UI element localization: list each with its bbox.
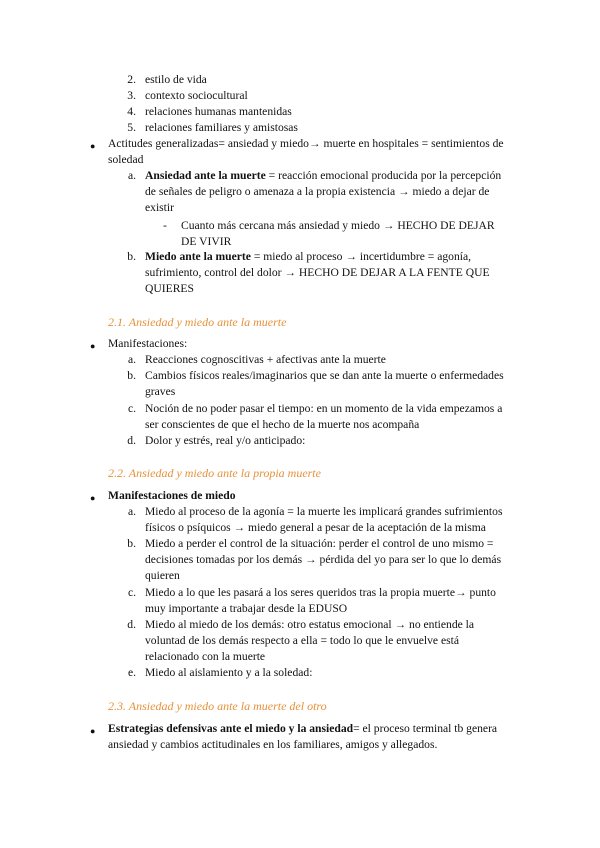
list-item-cont: muy importante a trabajar desde la EDUSO: [145, 602, 348, 615]
list-item: relaciones familiares y amistosas: [145, 121, 298, 134]
miedo-item: [145, 249, 471, 266]
estrategias-line2: ansiedad y cambios actitudinales en los familiares, amigos y allegados.: [108, 738, 438, 751]
list-item-cont: físicos o psíquicos → miedo general a pesar de la aceptación de la misma: [145, 521, 486, 534]
sub-item-line2: DE VIVIR: [181, 235, 232, 248]
list-item: relaciones humanas mantenidas: [145, 105, 292, 118]
list-item: contexto sociocultural: [145, 89, 248, 102]
list-marker: e.: [127, 666, 136, 679]
list-item: Miedo al proceso de la agonía = la muerte les implicará grandes sufrimientos: [145, 505, 503, 518]
list-item: Cambios físicos reales/imaginarios que se dan ante la muerte o enfermedades: [145, 369, 504, 382]
list-marker: b.: [127, 250, 136, 263]
ansiedad-term: Ansiedad ante la muerte: [145, 169, 266, 182]
list-item: Miedo a lo que les pasará a los seres queridos tras la propia muerte→ punto: [145, 586, 496, 599]
actitudes-line2: soledad: [108, 153, 144, 166]
list-item-cont: ser conscientes de que el hecho de la muerte nos acompaña: [145, 418, 420, 431]
list-marker: d.: [127, 434, 136, 447]
list-item-cont: voluntad de los demás respecto a ella = todo lo que le envuelve está: [145, 634, 459, 647]
dash-marker: -: [163, 219, 167, 232]
list-marker: 5.: [127, 121, 136, 134]
section-heading-2-3: 2.3. Ansiedad y miedo ante la muerte del otro: [108, 699, 327, 713]
estrategias-term: Estrategias defensivas ante el miedo y la ansiedad: [108, 722, 354, 735]
ansiedad-definition: = reacción emocional producida por la percepción: [265, 169, 502, 182]
list-item: Dolor y estrés, real y/o anticipado:: [145, 434, 306, 447]
estrategias-definition: = el proceso terminal tb genera: [353, 722, 498, 735]
list-marker: a.: [127, 505, 136, 518]
list-item: Reacciones cognoscitivas + afectivas ante la muerte: [145, 353, 386, 366]
bullet-icon: ●: [90, 341, 96, 351]
list-item: Miedo al miedo de los demás: otro estatus emocional → no entiende la: [145, 618, 475, 631]
miedo-definition: = miedo al proceso → incertidumbre = agonía,: [250, 250, 472, 263]
list-item: estilo de vida: [145, 73, 207, 86]
list-item: Miedo a perder el control de la situación: perder el control de uno mismo =: [145, 537, 494, 550]
section-heading-2-1: 2.1. Ansiedad y miedo ante la muerte: [108, 315, 287, 329]
list-marker: b.: [127, 369, 136, 382]
list-marker: d.: [127, 618, 136, 631]
list-item-cont: graves: [145, 385, 176, 398]
ansiedad-item: [145, 168, 525, 185]
section1-title: Manifestaciones:: [108, 337, 188, 350]
sub-item-line1: Cuanto más cercana más ansiedad y miedo → HECHO DE DEJAR: [181, 219, 495, 232]
bullet-icon: ●: [90, 493, 96, 503]
list-item: Miedo al aislamiento y a la soledad:: [145, 666, 313, 679]
ansiedad-line3: existir: [145, 201, 174, 214]
miedo-term: Miedo ante la muerte: [145, 250, 251, 263]
list-item-cont: quieren: [145, 569, 180, 582]
list-marker: 2.: [127, 73, 136, 86]
actitudes-line1: Actitudes generalizadas= ansiedad y miedo→ muerte en hospitales = sentimientos de: [108, 137, 504, 150]
list-item-cont: relacionado con la muerte: [145, 650, 266, 663]
miedo-line2: sufrimiento, control del dolor → HECHO DE DEJAR A LA FENTE QUE: [145, 266, 490, 279]
list-item-cont: decisiones tomadas por los demás → pérdida del yo para ser lo que lo demás: [145, 553, 502, 566]
list-marker: c.: [127, 402, 136, 415]
miedo-line3: QUIERES: [145, 282, 194, 295]
list-marker: 4.: [127, 105, 136, 118]
estrategias-line1: [108, 721, 497, 738]
list-item: Noción de no poder pasar el tiempo: en un momento de la vida empezamos a: [145, 402, 503, 415]
list-marker: c.: [127, 586, 136, 599]
list-marker: a.: [127, 169, 136, 182]
bullet-icon: ●: [90, 141, 96, 151]
section2-title: Manifestaciones de miedo: [108, 489, 236, 502]
list-marker: 3.: [127, 89, 136, 102]
list-marker: a.: [127, 353, 136, 366]
section-heading-2-2: 2.2. Ansiedad y miedo ante la propia muerte: [108, 466, 321, 480]
ansiedad-line2: de señales de peligro o amenaza a la propia existencia → miedo a dejar de: [145, 185, 490, 198]
list-marker: b.: [127, 537, 136, 550]
bullet-icon: ●: [90, 726, 96, 736]
